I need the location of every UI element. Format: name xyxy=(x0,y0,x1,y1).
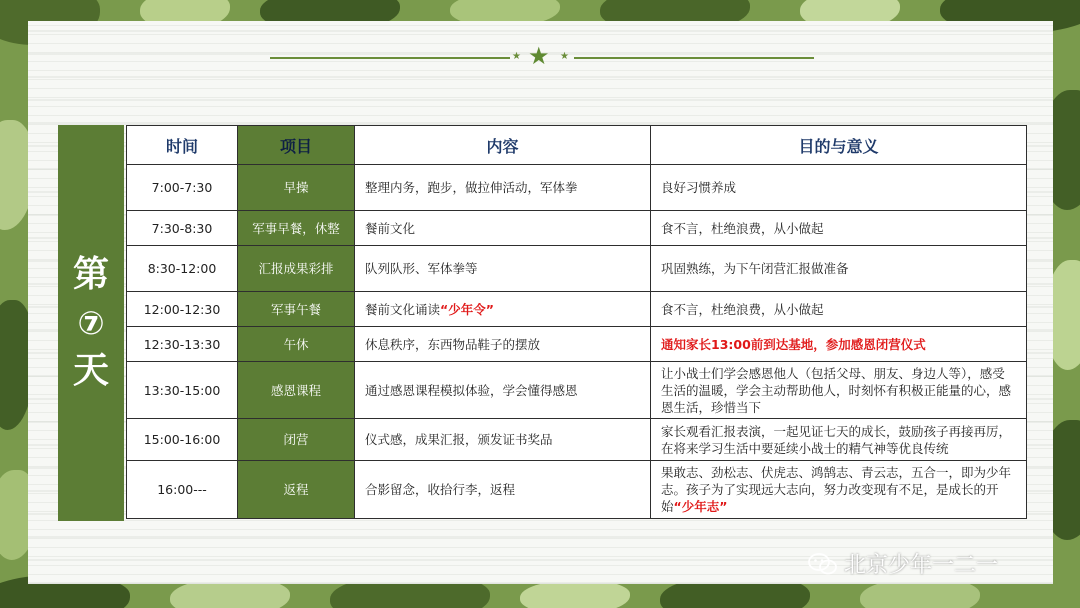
project-cell: 闭营 xyxy=(238,419,355,461)
watermark xyxy=(808,548,998,579)
project-cell: 军事早餐，休整 xyxy=(238,211,355,246)
project-cell: 军事午餐 xyxy=(238,292,355,327)
content-cell: 队列队形、军体拳等 xyxy=(355,246,651,292)
project-cell: 午休 xyxy=(238,327,355,362)
time-cell: 12:00-12:30 xyxy=(127,292,238,327)
project-cell: 感恩课程 xyxy=(238,362,355,419)
content-cell: 整理内务，跑步，做拉伸活动，军体拳 xyxy=(355,165,651,211)
purpose-highlight: “少年志” xyxy=(673,499,728,514)
day-label xyxy=(58,125,124,521)
purpose-cell: 让小战士们学会感恩他人（包括父母、朋友、身边人等），感受生活的温暖，学会主动帮助他人，时刻怀有积极正能量的心，感恩生活，珍惜当下 xyxy=(651,362,1027,419)
ornament-line-left xyxy=(270,57,510,59)
table-row xyxy=(127,292,1027,327)
table-row xyxy=(127,362,1027,419)
time-cell: 16:00--- xyxy=(127,461,238,519)
header-time: 时间 xyxy=(127,126,238,165)
time-cell: 12:30-13:30 xyxy=(127,327,238,362)
time-cell: 8:30-12:00 xyxy=(127,246,238,292)
content-cell: 休息秩序，东西物品鞋子的摆放 xyxy=(355,327,651,362)
header-content: 内容 xyxy=(355,126,651,165)
day-label-suffix: 天 xyxy=(72,350,109,391)
purpose-cell xyxy=(651,461,1027,519)
purpose-cell: 食不言，杜绝浪费，从小做起 xyxy=(651,292,1027,327)
content-cell: 合影留念，收拾行李，返程 xyxy=(355,461,651,519)
purpose-cell-highlight: 通知家长13:00前到达基地，参加感恩闭营仪式 xyxy=(651,327,1027,362)
project-cell: 返程 xyxy=(238,461,355,519)
purpose-cell: 食不言，杜绝浪费，从小做起 xyxy=(651,211,1027,246)
day-label-prefix: 第 xyxy=(72,254,109,295)
content-cell: 仪式感，成果汇报，颁发证书奖品 xyxy=(355,419,651,461)
table-row xyxy=(127,211,1027,246)
content-cell xyxy=(355,292,651,327)
schedule-table xyxy=(126,125,1027,519)
content-cell: 通过感恩课程模拟体验，学会懂得感恩 xyxy=(355,362,651,419)
wechat-icon xyxy=(808,553,838,575)
header-purpose: 目的与意义 xyxy=(651,126,1027,165)
time-cell: 7:00-7:30 xyxy=(127,165,238,211)
content-highlight: “少年令” xyxy=(440,301,494,317)
purpose-text: 果敢志、劲松志、伏虎志、鸿鹄志、青云志，五合一，即为少年志。孩子为了实现远大志向，努力改变现有不足，是成长的开始 xyxy=(661,465,1012,514)
day-number: ⑦ xyxy=(77,304,105,342)
star-icon: ★ xyxy=(528,42,550,70)
ornament-line-right xyxy=(574,57,814,59)
table-row xyxy=(127,419,1027,461)
content-cell: 餐前文化 xyxy=(355,211,651,246)
purpose-cell: 巩固熟练，为下午闭营汇报做准备 xyxy=(651,246,1027,292)
table-header-row xyxy=(127,126,1027,165)
purpose-cell: 家长观看汇报表演，一起见证七天的成长，鼓励孩子再接再厉，在将来学习生活中要延续小战士的精气神等优良传统 xyxy=(651,419,1027,461)
project-cell: 早操 xyxy=(238,165,355,211)
time-cell: 13:30-15:00 xyxy=(127,362,238,419)
watermark-text: 北京少年一二一 xyxy=(844,553,999,578)
project-cell: 汇报成果彩排 xyxy=(238,246,355,292)
table-row xyxy=(127,165,1027,211)
content-text: 餐前文化诵读 xyxy=(365,301,441,317)
purpose-cell: 良好习惯养成 xyxy=(651,165,1027,211)
time-cell: 15:00-16:00 xyxy=(127,419,238,461)
table-row xyxy=(127,461,1027,519)
time-cell: 7:30-8:30 xyxy=(127,211,238,246)
header-project: 项目 xyxy=(238,126,355,165)
table-row xyxy=(127,246,1027,292)
ornament-dot-left: ★ xyxy=(512,51,521,62)
ornament-dot-right: ★ xyxy=(560,51,569,62)
table-row xyxy=(127,327,1027,362)
